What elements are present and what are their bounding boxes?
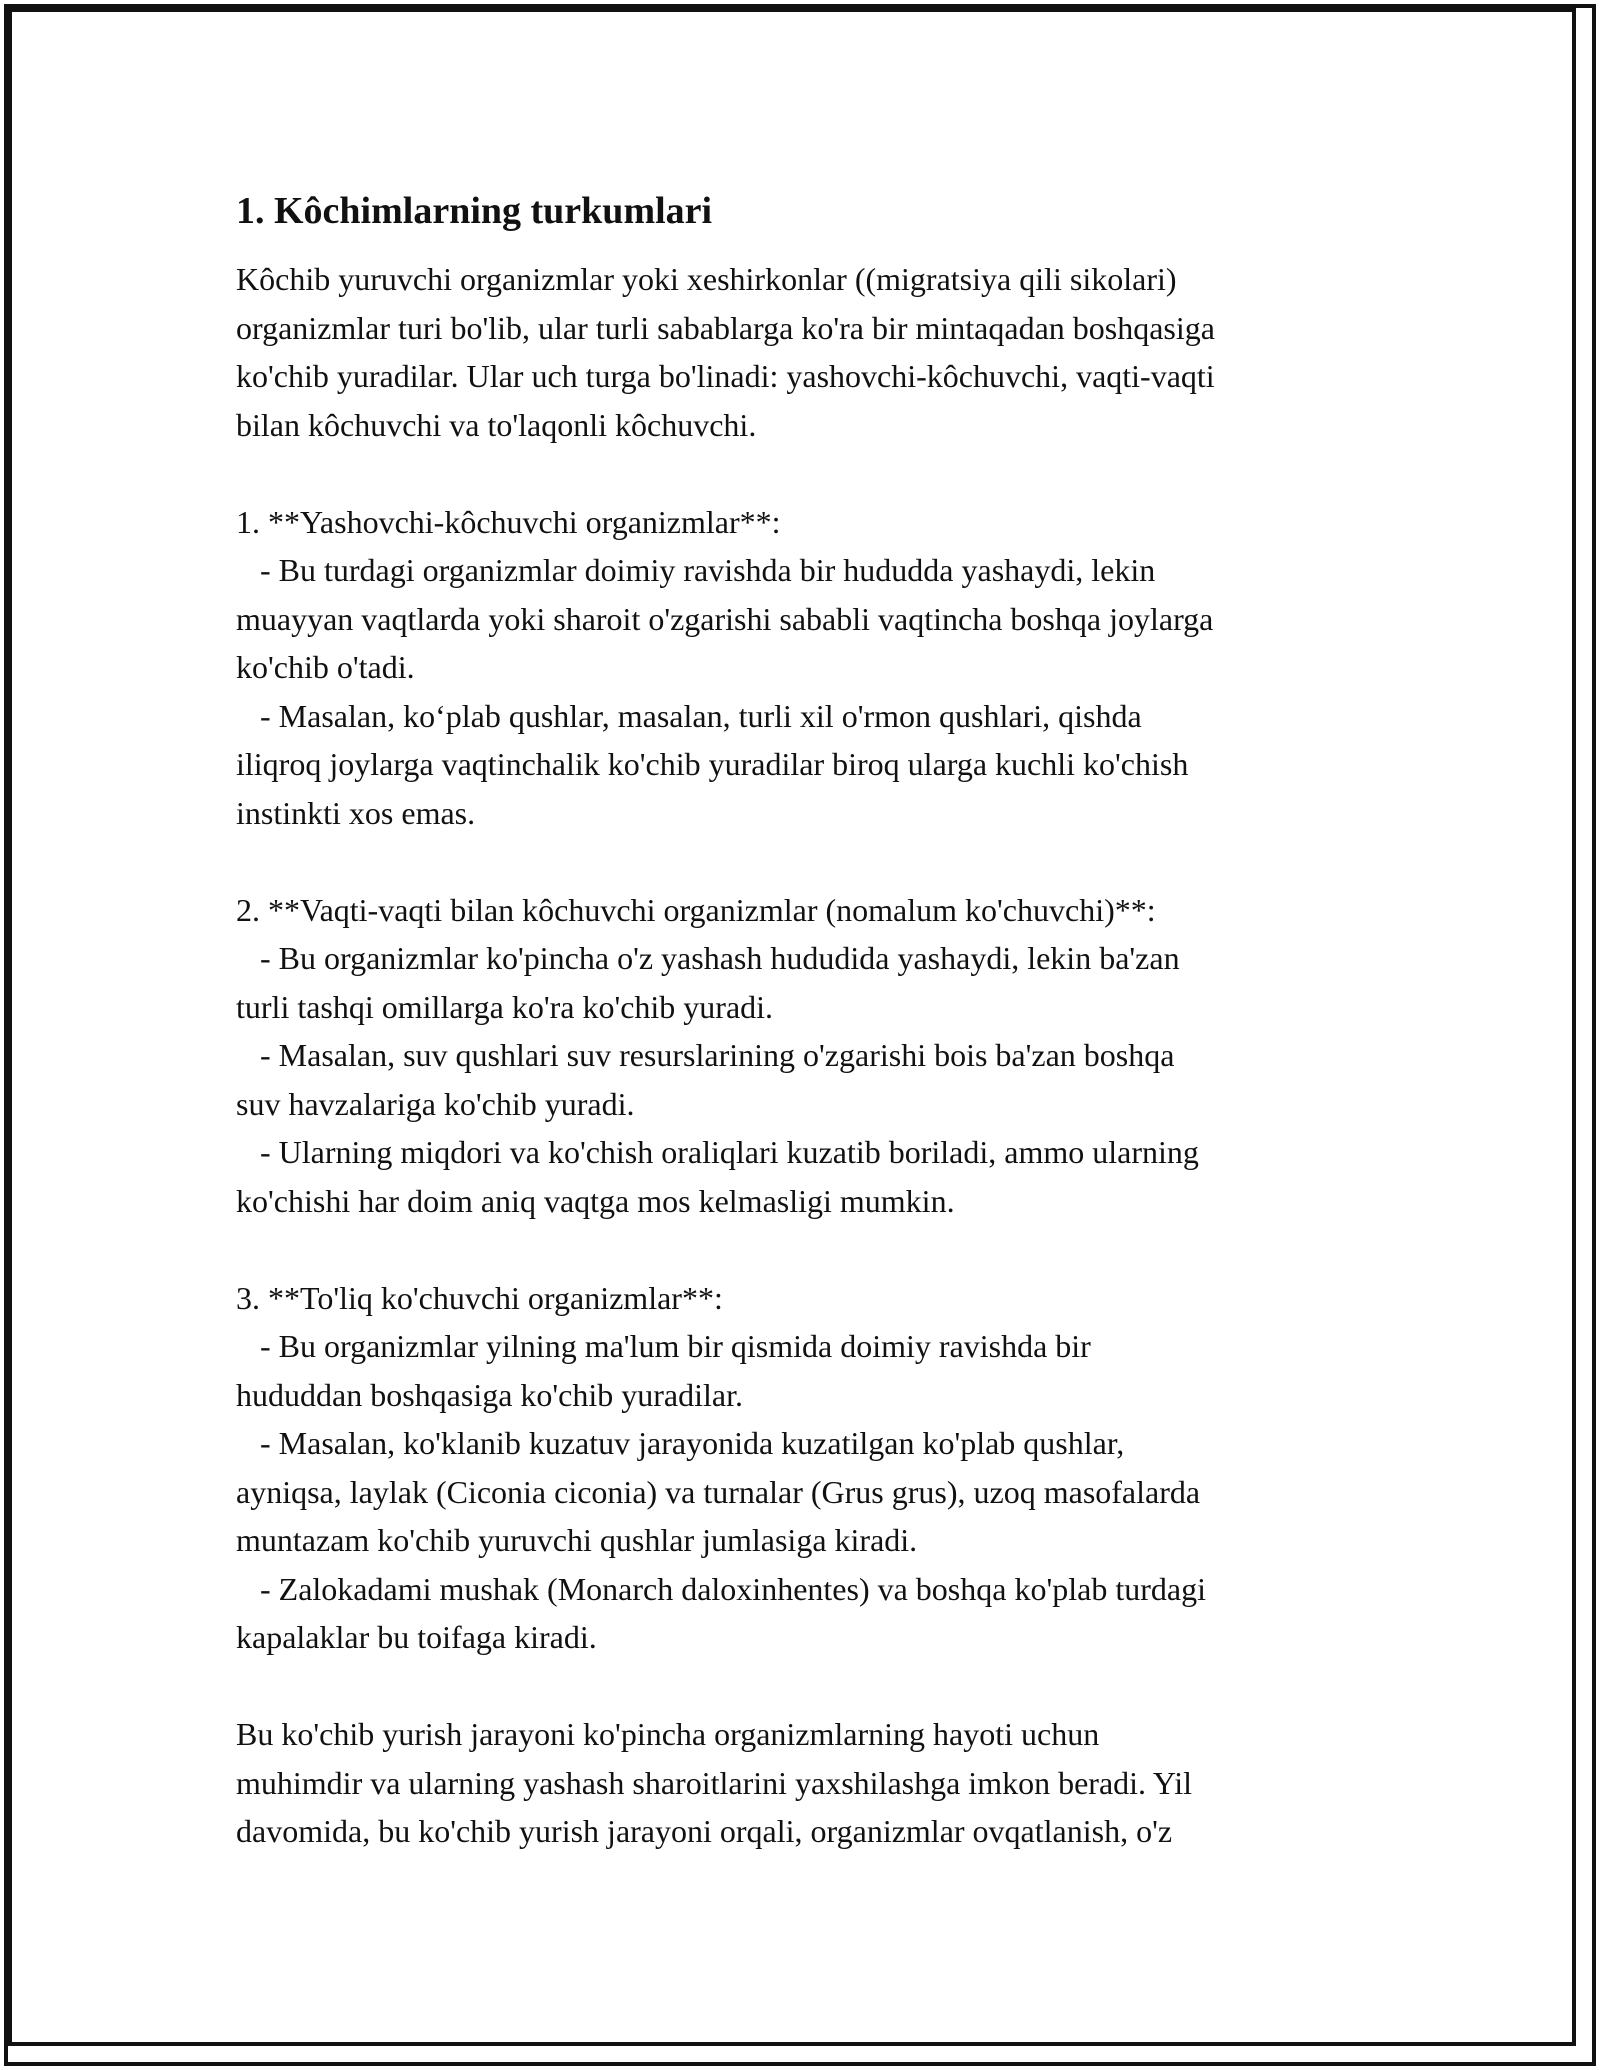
text-line: organizmlar turi bo'lib, ular turli sabablarga ko'ra bir mintaqadan boshqasiga <box>236 309 1215 346</box>
text-line: ko'chib o'tadi. <box>236 649 415 685</box>
text-line: suv havzalariga ko'chib yuradi. <box>236 1085 635 1122</box>
text-line: turli tashqi omillarga ko'ra ko'chib yuradi. <box>236 988 774 1025</box>
text-line: davomida, bu ko'chib yurish jarayoni orqali, organizmlar ovqatlanish, o'z <box>236 1813 1173 1849</box>
text-line: ko'chishi har doim aniq vaqtga mos kelmasligi mumkin. <box>236 1182 955 1219</box>
text-line: hududdan boshqasiga ko'chib yuradilar. <box>236 1376 743 1413</box>
category-2-block <box>236 886 1386 1226</box>
section-heading: 1. Kôchimlarning turkumlari <box>236 190 713 232</box>
category-3-block <box>236 1274 1386 1662</box>
text-line: Bu ko'chib yurish jarayoni ko'pincha organizmlarning hayoti uchun <box>236 1716 1100 1752</box>
category-3-title: 3. **To'liq ko'chuvchi organizmlar**: <box>236 1279 723 1316</box>
intro-paragraph <box>236 255 1386 449</box>
text-line: - Masalan, ko‘plab qushlar, masalan, turli xil o'rmon qushlari, qishda <box>236 697 1142 734</box>
category-1-title: 1. **Yashovchi-kôchuvchi organizmlar**: <box>236 503 781 540</box>
text-line: iliqroq joylarga vaqtinchalik ko'chib yuradilar biroq ularga kuchli ko'chish <box>236 746 1189 782</box>
paragraph-gap <box>236 837 1386 886</box>
text-line: - Zalokadami mushak (Monarch daloxinhentes) va boshqa ko'plab turdagi <box>236 1570 1206 1607</box>
document-body <box>236 185 1386 1856</box>
paragraph-gap <box>236 1225 1386 1274</box>
text-line: - Bu turdagi organizmlar doimiy ravishda bir hududda yashaydi, lekin <box>236 552 1156 588</box>
paragraph-gap <box>236 449 1386 498</box>
text-line: Kôchib yuruvchi organizmlar yoki xeshirkonlar ((migratsiya qili sikolari) <box>236 261 1177 297</box>
text-line: - Masalan, suv qushlari suv resurslarining o'zgarishi bois ba'zan boshqa <box>236 1037 1175 1073</box>
paragraph-gap <box>236 1662 1386 1711</box>
text-line: - Ularning miqdori va ko'chish oraliqlari kuzatib boriladi, ammo ularning <box>236 1134 1199 1170</box>
text-line: - Bu organizmlar ko'pincha o'z yashash hududida yashaydi, lekin ba'zan <box>236 940 1180 976</box>
text-line: - Bu organizmlar yilning ma'lum bir qismida doimiy ravishda bir <box>236 1328 1091 1364</box>
conclusion-paragraph <box>236 1710 1386 1856</box>
text-line: muhimdir va ularning yashash sharoitlarini yaxshilashga imkon beradi. Yil <box>236 1764 1192 1801</box>
text-line: instinkti xos emas. <box>236 794 476 831</box>
text-line: - Masalan, ko'klanib kuzatuv jarayonida kuzatilgan ko'plab qushlar, <box>236 1425 1125 1461</box>
text-line: bilan kôchuvchi va to'laqonli kôchuvchi. <box>236 406 757 443</box>
text-line: muntazam ko'chib yuruvchi qushlar jumlasiga kiradi. <box>236 1522 918 1558</box>
text-line: muayyan vaqtlarda yoki sharoit o'zgarishi sababli vaqtincha boshqa joylarga <box>236 600 1214 637</box>
text-line: kapalaklar bu toifaga kiradi. <box>236 1619 597 1655</box>
category-2-title: 2. **Vaqti-vaqti bilan kôchuvchi organizmlar (nomalum ko'chuvchi)**: <box>236 891 1156 928</box>
text-line: ayniqsa, laylak (Ciconia ciconia) va turnalar (Grus grus), uzoq masofalarda <box>236 1473 1201 1510</box>
text-line: ko'chib yuradilar. Ular uch turga bo'linadi: yashovchi-kôchuvchi, vaqti-vaqti <box>236 358 1215 394</box>
category-1-block <box>236 498 1386 838</box>
